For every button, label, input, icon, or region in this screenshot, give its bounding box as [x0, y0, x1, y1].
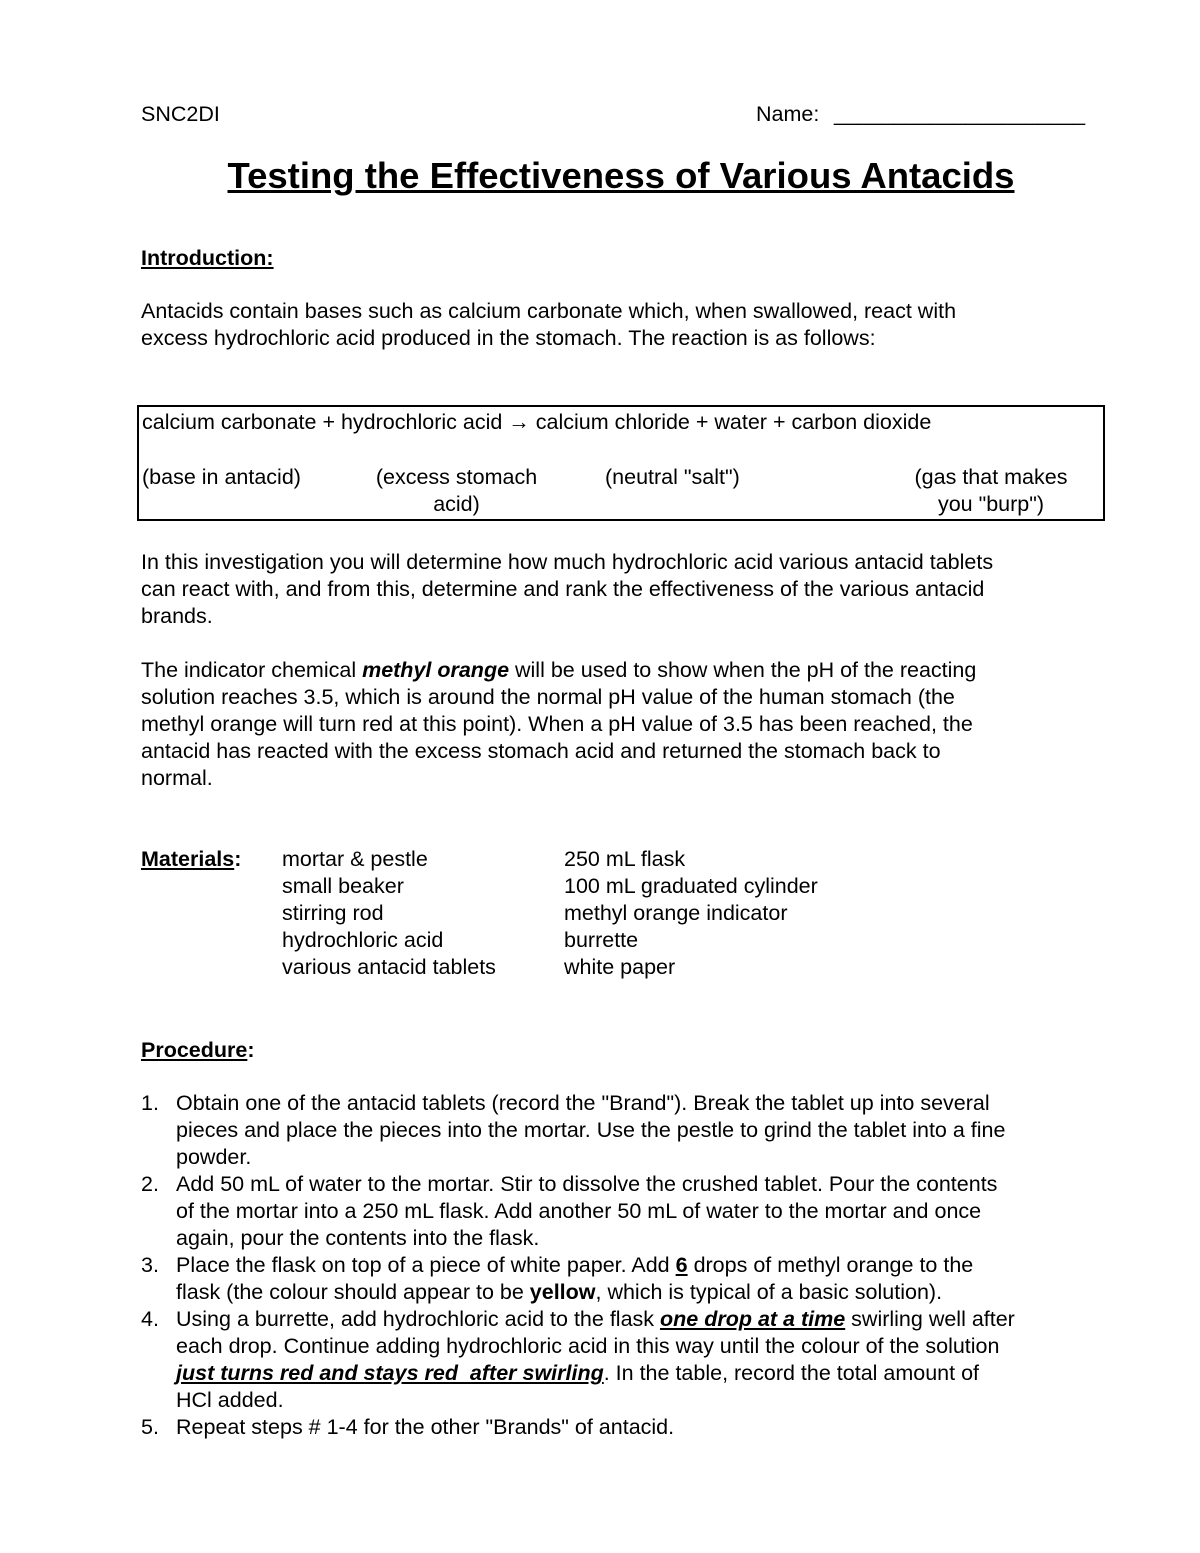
procedure-step-5 [141, 1414, 1111, 1441]
step-line [176, 1306, 1111, 1333]
step-line: Repeat steps # 1-4 for the other "Brands" of antacid. [176, 1415, 675, 1439]
step-line: Obtain one of the antacid tablets (record the "Brand"). Break the tablet up into several [176, 1091, 990, 1115]
material-item: methyl orange indicator [564, 901, 788, 925]
step-number: 3. [141, 1253, 159, 1277]
step-line: HCl added. [176, 1388, 284, 1412]
purpose-line: brands. [141, 604, 213, 628]
procedure-step-2 [141, 1171, 1111, 1252]
step-line [176, 1252, 1111, 1279]
note-neutral-salt: (neutral "salt") [605, 465, 740, 489]
material-item: burrette [564, 928, 639, 952]
drop-count: 6 [675, 1253, 688, 1277]
step-text: , which is typical of a basic solution). [595, 1280, 943, 1304]
course-code: SNC2DI [141, 102, 220, 126]
step-text: Using a burrette, add hydrochloric acid to the flask [176, 1307, 661, 1331]
step-number: 1. [141, 1091, 159, 1115]
materials-heading [141, 846, 241, 873]
material-item: white paper [564, 955, 676, 979]
procedure-heading [141, 1037, 255, 1064]
note-excess-stomach-acid [364, 464, 549, 518]
indicator-line: methyl orange will turn red at this point). When a pH value of 3.5 has been reached, the [141, 712, 973, 736]
step-text: Place the flask on top of a piece of white paper. Add [176, 1253, 676, 1277]
introduction-paragraph [141, 298, 1101, 352]
materials-heading-text: Materials [141, 847, 235, 871]
procedure-step-4 [141, 1306, 1111, 1414]
name-label: Name: [756, 102, 820, 126]
material-item: 100 mL graduated cylinder [564, 874, 818, 898]
materials-column-1 [282, 846, 496, 981]
purpose-paragraph [141, 549, 1101, 630]
indicator-text-before: The indicator chemical [141, 658, 363, 682]
step-text: swirling well after [845, 1307, 1015, 1331]
step-line: Add 50 mL of water to the mortar. Stir to dissolve the crushed tablet. Pour the contents [176, 1172, 998, 1196]
step-line [176, 1360, 1111, 1387]
introduction-line: excess hydrochloric acid produced in the stomach. The reaction is as follows: [141, 326, 876, 350]
introduction-heading-text: Introduction: [141, 246, 274, 270]
indicator-line [141, 657, 1101, 684]
procedure-heading-colon: : [247, 1038, 255, 1062]
procedure-step-1 [141, 1090, 1111, 1171]
note-gas-line2: you "burp") [937, 492, 1045, 516]
page-title: Testing the Effectiveness of Various Antacids [227, 155, 1015, 196]
colour-yellow: yellow [529, 1280, 596, 1304]
note-acid-line1: (excess stomach [375, 465, 538, 489]
step-number: 5. [141, 1415, 159, 1439]
reaction-equation-box [137, 405, 1105, 521]
note-gas-burp [901, 464, 1081, 518]
step-line: each drop. Continue adding hydrochloric acid in this way until the colour of the solution [176, 1334, 1000, 1358]
indicator-text-after: will be used to show when the pH of the reacting [509, 658, 977, 682]
step-text: drops of methyl orange to the [687, 1253, 974, 1277]
indicator-line: solution reaches 3.5, which is around the normal pH value of the human stomach (the [141, 685, 955, 709]
materials-column-2 [564, 846, 818, 981]
stays-red-emphasis: just turns red and stays red after swirling [176, 1361, 604, 1385]
material-item: stirring rod [282, 901, 384, 925]
indicator-paragraph [141, 657, 1101, 792]
introduction-heading [141, 245, 274, 272]
step-text: flask (the colour should appear to be [176, 1280, 530, 1304]
note-acid-line2: acid) [433, 492, 480, 516]
step-line: again, pour the contents into the flask. [176, 1226, 540, 1250]
indicator-chemical-name: methyl orange [362, 658, 510, 682]
step-line: pieces and place the pieces into the mortar. Use the pestle to grind the tablet into a fine [176, 1118, 1006, 1142]
step-line [176, 1279, 1111, 1306]
materials-heading-colon: : [234, 847, 242, 871]
material-item: mortar & pestle [282, 847, 428, 871]
one-drop-emphasis: one drop at a time [660, 1307, 846, 1331]
step-text: . In the table, record the total amount of [603, 1361, 980, 1385]
step-number: 2. [141, 1172, 159, 1196]
step-line: of the mortar into a 250 mL flask. Add another 50 mL of water to the mortar and once [176, 1199, 982, 1223]
note-gas-line1: (gas that makes [914, 465, 1068, 489]
material-item: small beaker [282, 874, 404, 898]
indicator-line: antacid has reacted with the excess stomach acid and returned the stomach back to [141, 739, 941, 763]
procedure-heading-text: Procedure [141, 1038, 248, 1062]
indicator-line: normal. [141, 766, 213, 790]
note-base-in-antacid: (base in antacid) [142, 465, 301, 489]
material-item: various antacid tablets [282, 955, 496, 979]
introduction-line: Antacids contain bases such as calcium carbonate which, when swallowed, react with [141, 299, 957, 323]
procedure-list [141, 1090, 1111, 1441]
step-number: 4. [141, 1307, 159, 1331]
material-item: 250 mL flask [564, 847, 686, 871]
step-line: powder. [176, 1145, 252, 1169]
purpose-line: In this investigation you will determine how much hydrochloric acid various antacid tablets [141, 550, 994, 574]
procedure-step-3 [141, 1252, 1111, 1306]
purpose-line: can react with, and from this, determine and rank the effectiveness of the various antacid [141, 577, 985, 601]
word-equation: calcium carbonate + hydrochloric acid → calcium chloride + water + carbon dioxide [142, 410, 932, 434]
name-blank-line: _____________________ [834, 102, 1086, 126]
material-item: hydrochloric acid [282, 928, 444, 952]
